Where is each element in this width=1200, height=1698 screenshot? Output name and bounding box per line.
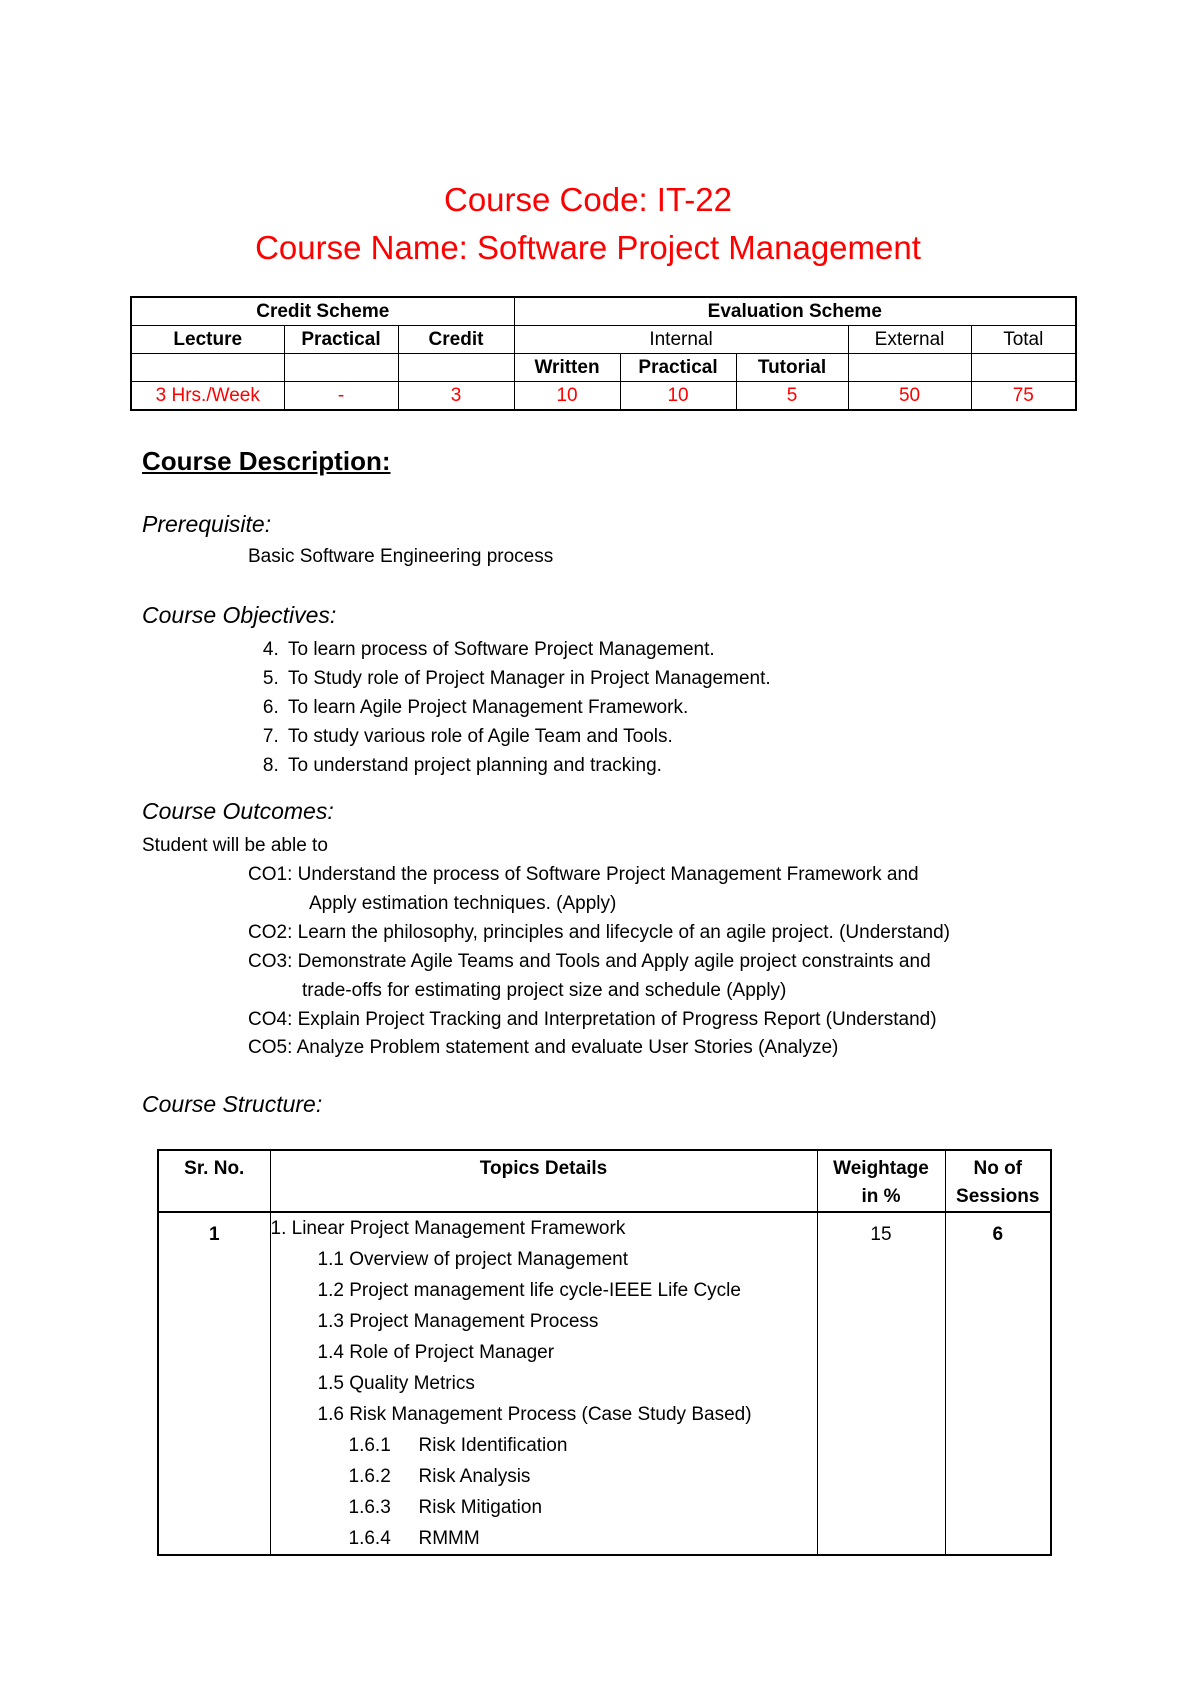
sessions-header: [945, 1150, 1051, 1212]
objectives-list: [248, 635, 771, 780]
sessions-header-line2: Sessions: [956, 1186, 1040, 1207]
credit-evaluation-table: [130, 296, 1077, 411]
sub-subtopic: [271, 1430, 817, 1461]
subtopic: 1.1 Overview of project Management: [317, 1249, 628, 1270]
subtopic: 1.6 Risk Management Process (Case Study Based): [317, 1404, 752, 1425]
written-header: Written: [514, 354, 620, 382]
topics-cell: [270, 1212, 817, 1555]
weightage-header-line1: Weightage: [833, 1158, 929, 1179]
topics-header: Topics Details: [270, 1150, 817, 1212]
sessions-cell: 6: [945, 1212, 1051, 1555]
objective-item: 8. To understand project planning and tracking.: [284, 751, 771, 780]
practical-value: -: [284, 382, 398, 411]
outcome-co1: CO1: Understand the process of Software Project Management Framework and: [248, 864, 919, 885]
topic-title: 1. Linear Project Management Framework: [270, 1218, 626, 1239]
objective-item: 5. To Study role of Project Manager in Project Management.: [284, 664, 771, 693]
tutorial-value: 5: [736, 382, 848, 411]
total-header: Total: [971, 326, 1076, 354]
sub-subtopic-text: Risk Identification: [418, 1435, 568, 1456]
outcome-co1-cont: Apply estimation techniques. (Apply): [309, 893, 617, 914]
structure-label: Course Structure:: [142, 1091, 323, 1117]
course-description-heading: Course Description:: [142, 446, 391, 476]
credit-scheme-header: Credit Scheme: [131, 297, 514, 326]
objectives-label: Course Objectives:: [142, 602, 337, 628]
subtopic: 1.4 Role of Project Manager: [317, 1342, 555, 1363]
sub-subtopic-number: 1.6.3: [348, 1497, 391, 1518]
outcome-co4: CO4: Explain Project Tracking and Interpretation of Progress Report (Understand): [248, 1009, 937, 1030]
tutorial-header: Tutorial: [736, 354, 848, 382]
empty-cell: [398, 354, 514, 382]
empty-cell: [848, 354, 971, 382]
course-code: Course Code: IT-22: [444, 181, 732, 218]
outcome-co5: CO5: Analyze Problem statement and evaluate User Stories (Analyze): [248, 1037, 839, 1058]
objective-item: 7. To study various role of Agile Team and Tools.: [284, 722, 771, 751]
outcome-co2: CO2: Learn the philosophy, principles and lifecycle of an agile project. (Understand): [248, 922, 950, 943]
weightage-cell: 15: [817, 1212, 945, 1555]
credit-value: 3: [398, 382, 514, 411]
internal-header: Internal: [514, 326, 848, 354]
prerequisite-text: Basic Software Engineering process: [248, 546, 554, 567]
sub-subtopic-number: 1.6.1: [348, 1435, 391, 1456]
weightage-header: [817, 1150, 945, 1212]
sub-subtopic-number: 1.6.4: [348, 1528, 391, 1549]
internal-practical-value: 10: [620, 382, 736, 411]
course-name: Course Name: Software Project Management: [255, 229, 921, 266]
sub-subtopic-text: Risk Analysis: [418, 1466, 531, 1487]
sub-subtopic-number: 1.6.2: [348, 1466, 391, 1487]
external-header: External: [848, 326, 971, 354]
course-structure-table: [157, 1149, 1052, 1556]
internal-practical-header: Practical: [620, 354, 736, 382]
objective-item: 6. To learn Agile Project Management Framework.: [284, 693, 771, 722]
empty-cell: [971, 354, 1076, 382]
prerequisite-label: Prerequisite:: [142, 511, 272, 537]
weightage-header-line2: in %: [861, 1186, 901, 1207]
outcomes-label: Course Outcomes:: [142, 798, 334, 824]
sub-subtopic: [271, 1492, 817, 1523]
objective-item: 4. To learn process of Software Project Management.: [284, 635, 771, 664]
subtopic: 1.3 Project Management Process: [317, 1311, 599, 1332]
empty-cell: [131, 354, 284, 382]
total-value: 75: [971, 382, 1076, 411]
credit-header: Credit: [398, 326, 514, 354]
sub-subtopic-text: Risk Mitigation: [418, 1497, 543, 1518]
subtopic: 1.5 Quality Metrics: [317, 1373, 475, 1394]
evaluation-scheme-header: Evaluation Scheme: [514, 297, 1076, 326]
external-value: 50: [848, 382, 971, 411]
outcomes-intro: Student will be able to: [142, 835, 328, 856]
lecture-header: Lecture: [131, 326, 284, 354]
sr-no-header: Sr. No.: [158, 1150, 270, 1212]
sub-subtopic-text: RMMM: [418, 1528, 480, 1549]
practical-header: Practical: [284, 326, 398, 354]
written-value: 10: [514, 382, 620, 411]
outcome-co3: CO3: Demonstrate Agile Teams and Tools and Apply agile project constraints and: [248, 951, 931, 972]
outcome-co3-cont: trade-offs for estimating project size and schedule (Apply): [302, 980, 787, 1001]
sessions-header-line1: No of: [973, 1158, 1023, 1179]
empty-cell: [284, 354, 398, 382]
sr-no-cell: 1: [158, 1212, 270, 1555]
subtopic: 1.2 Project management life cycle-IEEE Life Cycle: [317, 1280, 741, 1301]
lecture-value: 3 Hrs./Week: [131, 382, 284, 411]
sub-subtopic: [271, 1523, 817, 1554]
sub-subtopic: [271, 1461, 817, 1492]
